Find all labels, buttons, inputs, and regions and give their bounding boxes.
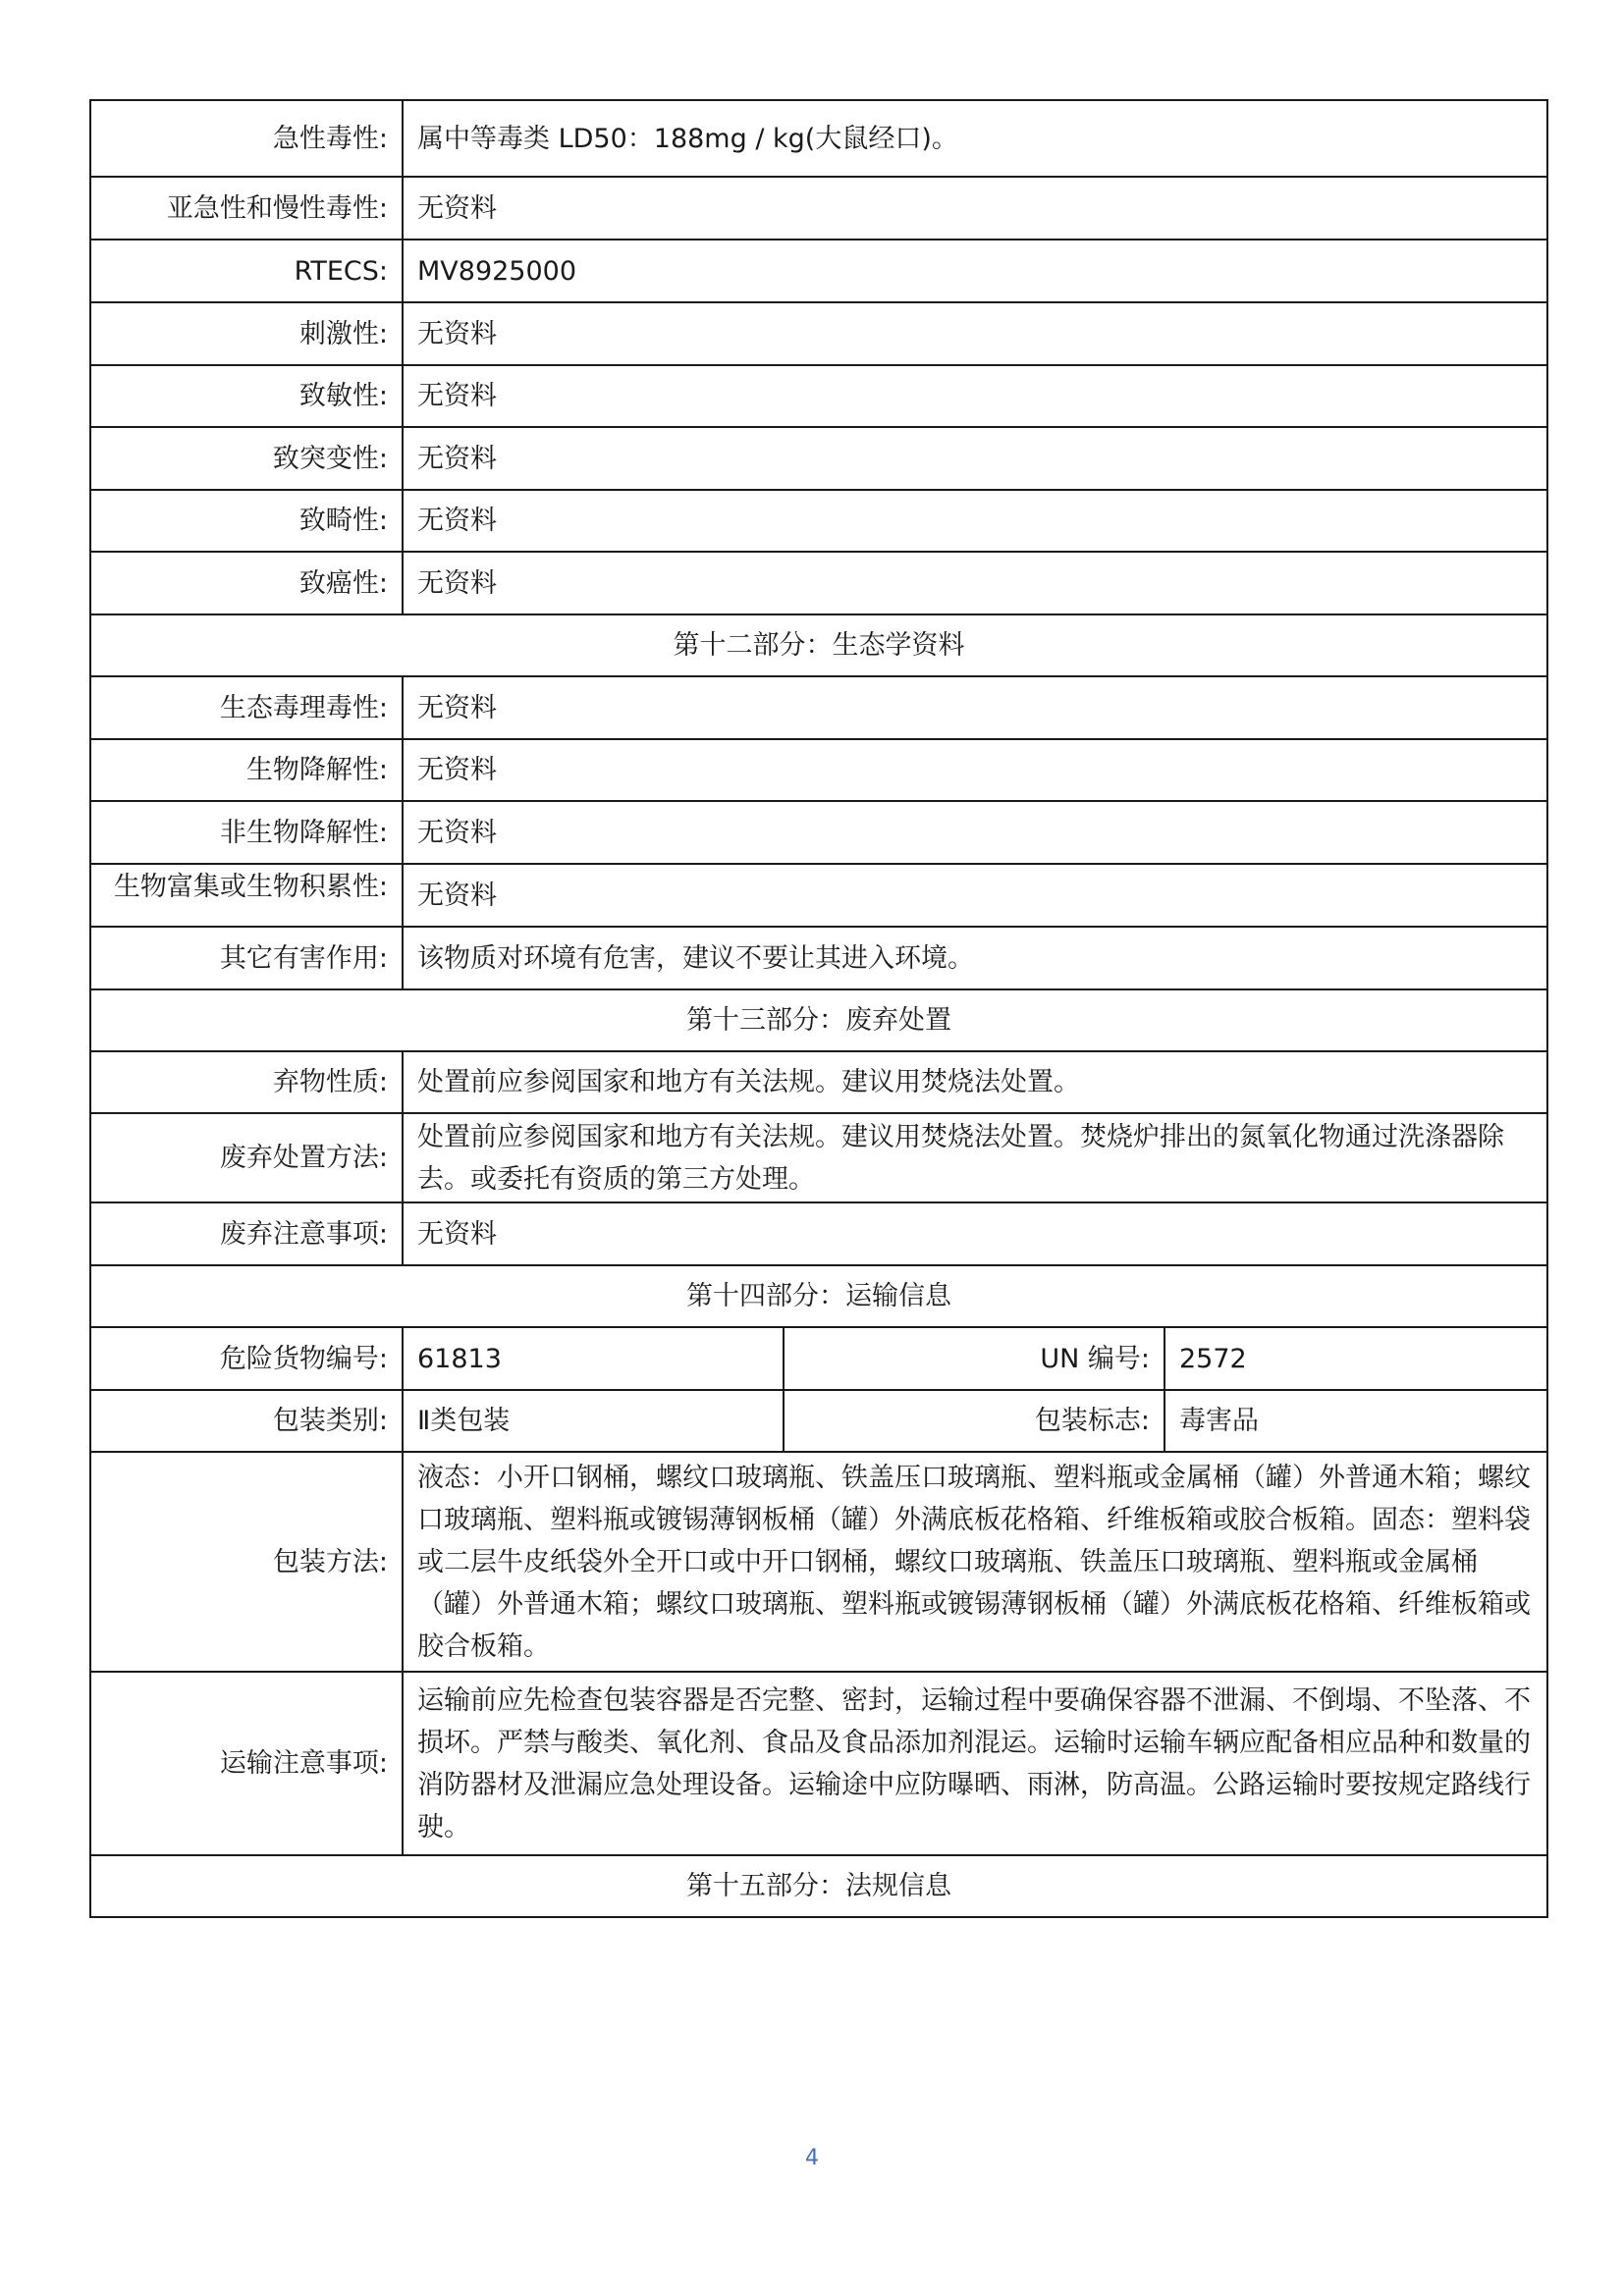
field-label: 生物降解性:: [90, 739, 403, 801]
field-value: 无资料: [403, 864, 1547, 927]
section-header-row: [90, 614, 1547, 676]
hazard-number-label: 危险货物编号:: [90, 1327, 403, 1390]
table-row: [90, 100, 1547, 177]
table-row: [90, 739, 1547, 801]
section-title: 第十三部分：废弃处置: [90, 989, 1547, 1051]
section-header-row: [90, 1855, 1547, 1917]
hazard-number-value: 61813: [403, 1327, 784, 1390]
table-row: [90, 1452, 1547, 1672]
field-label: 刺激性:: [90, 302, 403, 365]
table-row: [90, 1327, 1547, 1390]
packing-mark-label: 包装标志:: [784, 1390, 1164, 1452]
table-row: [90, 801, 1547, 864]
field-value: 处置前应参阅国家和地方有关法规。建议用焚烧法处置。: [403, 1051, 1547, 1113]
field-label: 亚急性和慢性毒性:: [90, 177, 403, 240]
transport-notes-label: 运输注意事项:: [90, 1672, 403, 1855]
field-label: 废弃处置方法:: [90, 1113, 403, 1202]
table-row: [90, 864, 1547, 927]
field-value: 无资料: [403, 302, 1547, 365]
table-row: [90, 1390, 1547, 1452]
table-row: [90, 365, 1547, 427]
table-row: [90, 490, 1547, 552]
field-label: 致畸性:: [90, 490, 403, 552]
table-row: [90, 177, 1547, 240]
field-value: 无资料: [403, 1202, 1547, 1265]
field-label: 其它有害作用:: [90, 927, 403, 989]
packing-method-value: 液态：小开口钢桶，螺纹口玻璃瓶、铁盖压口玻璃瓶、塑料瓶或金属桶（罐）外普通木箱；螺纹口玻璃瓶、塑料瓶或镀锡薄钢板桶（罐）外满底板花格箱、纤维板箱或胶合板箱。固态：塑料袋或二层牛皮纸袋外全开口或中开口钢桶，螺纹口玻璃瓶、铁盖压口玻璃瓶、塑料瓶或金属桶（罐）外普通木箱；螺纹口玻璃瓶、塑料瓶或镀锡薄钢板桶（罐）外满底板花格箱、纤维板箱或胶合板箱。: [403, 1452, 1547, 1672]
table-row: [90, 927, 1547, 989]
table-row: [90, 427, 1547, 490]
section-title: 第十四部分：运输信息: [90, 1265, 1547, 1327]
packing-category-value: Ⅱ类包装: [403, 1390, 784, 1452]
section-title: 第十五部分：法规信息: [90, 1855, 1547, 1917]
field-label-clipped: [90, 864, 403, 927]
field-label: 生态毒理毒性:: [90, 676, 403, 739]
packing-method-label: 包装方法:: [90, 1452, 403, 1672]
sds-table: [89, 99, 1548, 1918]
table-row: [90, 1202, 1547, 1265]
field-value: 处置前应参阅国家和地方有关法规。建议用焚烧法处置。焚烧炉排出的氮氧化物通过洗涤器除去。或委托有资质的第三方处理。: [403, 1113, 1547, 1202]
field-value: 该物质对环境有危害，建议不要让其进入环境。: [403, 927, 1547, 989]
section-header-row: [90, 989, 1547, 1051]
field-value: 无资料: [403, 739, 1547, 801]
field-value: MV8925000: [403, 240, 1547, 302]
table-row: [90, 302, 1547, 365]
un-number-label: UN 编号:: [784, 1327, 1164, 1390]
field-label: 致敏性:: [90, 365, 403, 427]
field-label-text: 生物富集或生物积累性:: [113, 872, 388, 902]
field-label: 致突变性:: [90, 427, 403, 490]
field-label: 急性毒性:: [90, 100, 403, 177]
transport-notes-value: 运输前应先检查包装容器是否完整、密封，运输过程中要确保容器不泄漏、不倒塌、不坠落、不损坏。严禁与酸类、氧化剂、食品及食品添加剂混运。运输时运输车辆应配备相应品种和数量的消防器材及泄漏应急处理设备。运输途中应防曝晒、雨淋，防高温。公路运输时要按规定路线行驶。: [403, 1672, 1547, 1855]
field-value: 无资料: [403, 801, 1547, 864]
table-row: [90, 1672, 1547, 1855]
field-value: 无资料: [403, 490, 1547, 552]
field-label: 致癌性:: [90, 552, 403, 614]
packing-mark-value: 毒害品: [1164, 1390, 1547, 1452]
field-label: 弃物性质:: [90, 1051, 403, 1113]
table-row: [90, 552, 1547, 614]
table-row: [90, 240, 1547, 302]
field-value: 无资料: [403, 676, 1547, 739]
field-label: 废弃注意事项:: [90, 1202, 403, 1265]
field-value: 无资料: [403, 552, 1547, 614]
page-number: 4: [805, 2146, 819, 2170]
table-row: [90, 1113, 1547, 1202]
section-header-row: [90, 1265, 1547, 1327]
table-row: [90, 676, 1547, 739]
field-value: 无资料: [403, 427, 1547, 490]
field-value: 无资料: [403, 365, 1547, 427]
un-number-value: 2572: [1164, 1327, 1547, 1390]
field-value: 属中等毒类 LD50：188mg / kg(大鼠经口)。: [403, 100, 1547, 177]
field-label: 非生物降解性:: [90, 801, 403, 864]
packing-category-label: 包装类别:: [90, 1390, 403, 1452]
section-title: 第十二部分：生态学资料: [90, 614, 1547, 676]
field-label: RTECS:: [90, 240, 403, 302]
table-row: [90, 1051, 1547, 1113]
field-value: 无资料: [403, 177, 1547, 240]
